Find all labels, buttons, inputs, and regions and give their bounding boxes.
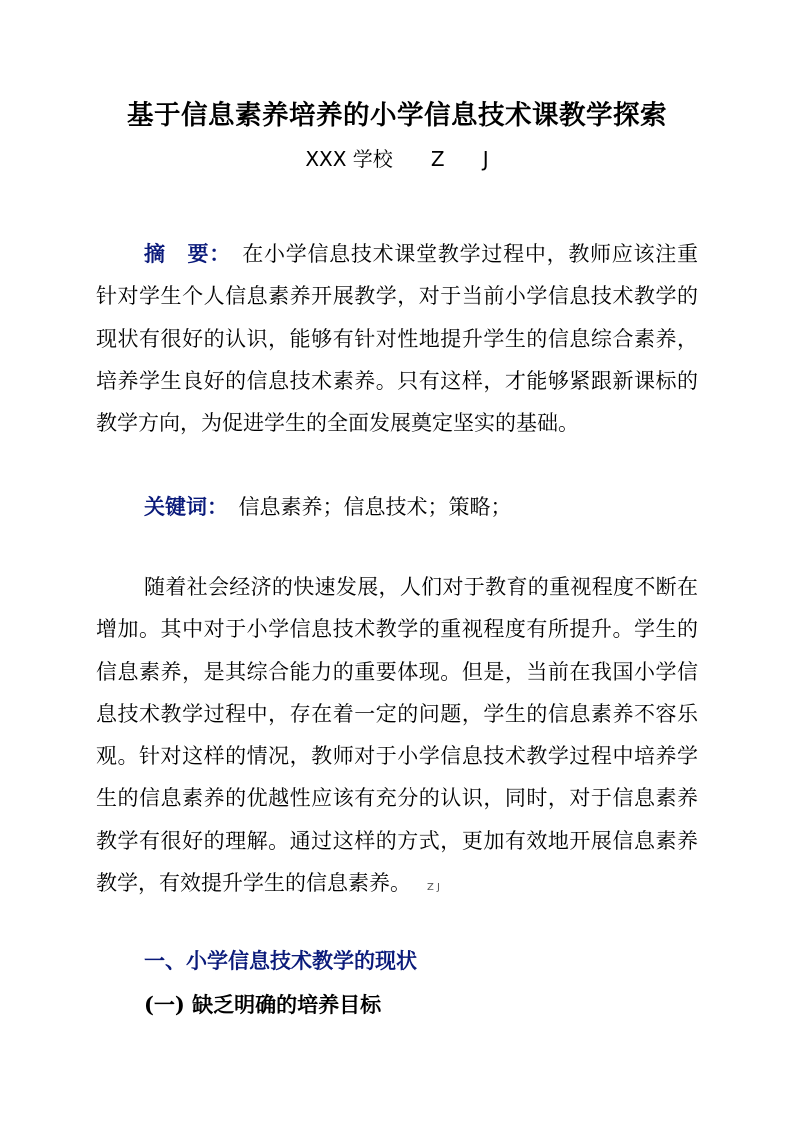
abstract-text: 在小学信息技术课堂教学过程中，教师应该注重针对学生个人信息素养开展教学，对于当前小学信息技术教学的现状有很好的认识，能够有针对性地提升学生的信息综合素养，培养学生良好的信息技术素养。只有这样，才能够紧跟新课标的教学方向，为促进学生的全面发展奠定坚实的基础。 <box>96 242 699 436</box>
keywords-label: 关键词： <box>144 494 218 519</box>
intro-paragraph <box>96 566 698 909</box>
intro-text: 随着社会经济的快速发展，人们对于教育的重视程度不断在增加。其中对于小学信息技术教学的重视程度有所提升。学生的信息素养，是其综合能力的重要体现。但是，当前在我国小学信息技术教学过程中，存在着一定的问题，学生的信息素养不容乐观。针对这样的情况，教师对于小学信息技术教学过程中培养学生的信息素养的优越性应该有充分的认识，同时，对于信息素养教学有很好的理解。通过这样的方式，更加有效地开展信息素养教学，有效提升学生的信息素养。 <box>96 575 698 896</box>
keywords-paragraph <box>96 486 698 528</box>
author-byline: XXX 学校 Z J <box>305 147 489 171</box>
keywords-text: 信息素养；信息技术；策略； <box>238 495 512 519</box>
section-heading: 一、小学信息技术教学的现状 <box>144 948 417 973</box>
abstract-paragraph <box>96 233 698 444</box>
watermark-initials: Z J <box>427 882 440 894</box>
subsection-heading: (一) 缺乏明确的培养目标 <box>144 992 382 1017</box>
document-title: 基于信息素养培养的小学信息技术课教学探索 <box>127 100 667 131</box>
abstract-label: 摘 要： <box>144 241 221 266</box>
